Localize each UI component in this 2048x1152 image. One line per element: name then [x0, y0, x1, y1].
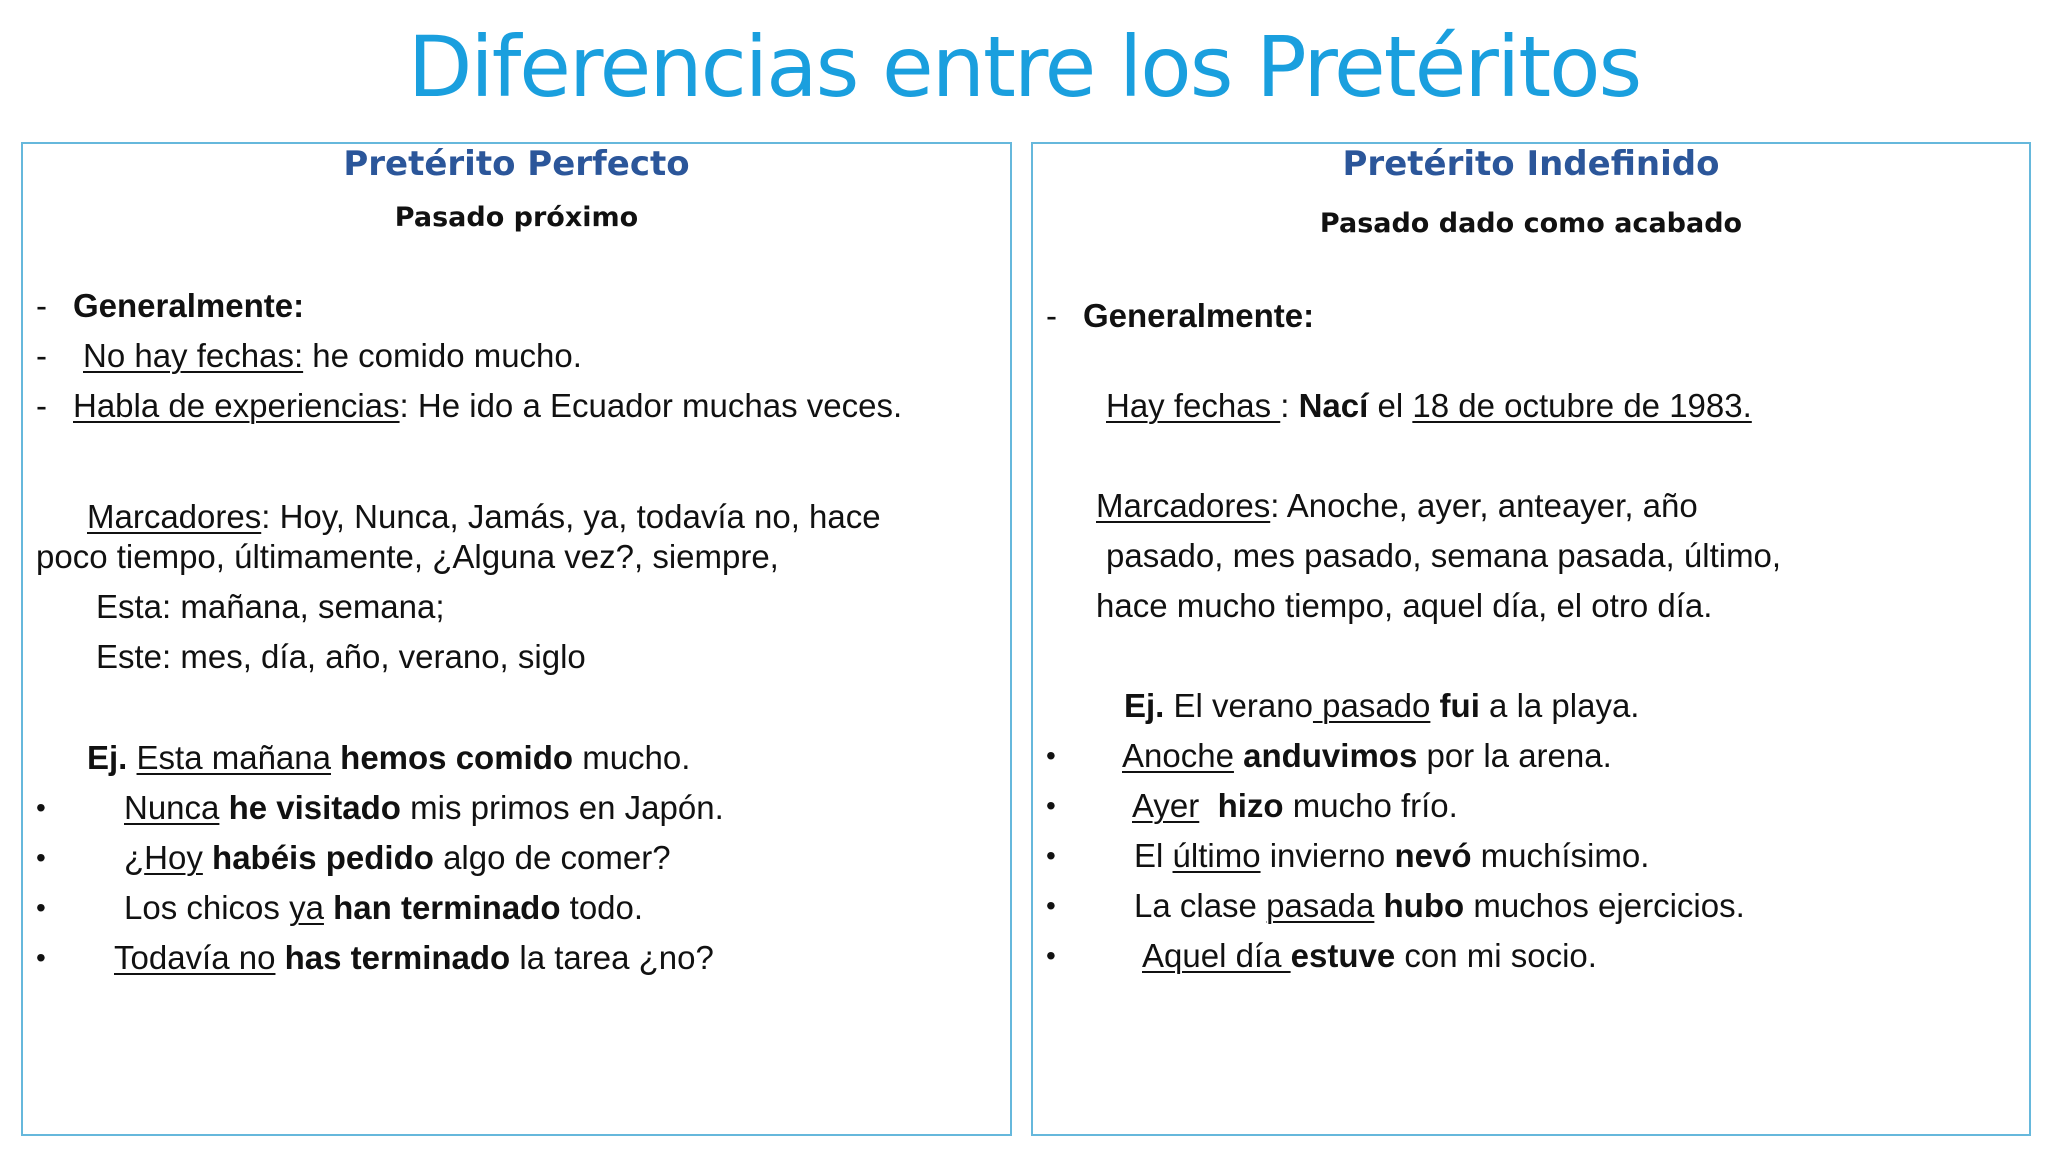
underlined-marker: pasada	[1266, 887, 1375, 924]
example-text: mucho frío.	[1283, 787, 1458, 824]
example-text: Los chicos	[124, 889, 290, 926]
panel-heading: Pretérito Perfecto	[343, 144, 690, 184]
panel-subheading: Pasado próximo	[394, 202, 639, 233]
example-3	[1134, 836, 1649, 876]
panel-subheading: Pasado dado como acabado	[1319, 208, 1743, 239]
bold-verb: has terminado	[284, 939, 511, 976]
bullet: •	[36, 792, 46, 823]
marcadores-line-1	[1096, 486, 1698, 526]
example-intro	[1124, 686, 1639, 726]
bold-verb: nevó	[1394, 837, 1472, 874]
generalmente-label: Generalmente:	[1083, 297, 1315, 334]
bullet: •	[36, 842, 46, 873]
marcadores-line-2: poco tiempo, últimamente, ¿Alguna vez?, siempre,	[36, 538, 779, 575]
example-text: a la playa.	[1479, 687, 1640, 724]
bold-verb: hizo	[1199, 787, 1284, 824]
underlined-marker: último	[1172, 837, 1261, 874]
bullet: •	[1046, 790, 1056, 821]
example-4	[114, 938, 714, 978]
example-text: mis primos en Japón.	[400, 789, 724, 826]
page-title: Diferencias entre los Pretéritos	[407, 18, 1641, 116]
underlined-marker: Aquel día	[1142, 937, 1291, 974]
example-text: con mi socio.	[1395, 937, 1597, 974]
bullet: •	[1046, 890, 1056, 921]
bold-verb: he visitado	[228, 789, 401, 826]
underlined-marker: pasado	[1312, 687, 1431, 724]
example-intro	[87, 738, 690, 778]
ej-label: Ej.	[1124, 687, 1165, 724]
dash: -	[36, 337, 47, 374]
rule-line-2	[36, 386, 902, 426]
preterito-indefinido-panel	[1031, 142, 2031, 1136]
example-text: la tarea ¿no?	[510, 939, 714, 976]
example-4	[1134, 886, 1745, 926]
generalmente-line	[1046, 296, 1314, 336]
panel-heading: Pretérito Indefinido	[1342, 144, 1720, 184]
example-text: todo.	[560, 889, 644, 926]
underlined-marker: Nunca	[124, 789, 220, 826]
example-text: El	[1134, 837, 1173, 874]
example-2	[1132, 786, 1458, 826]
example-5	[1142, 936, 1597, 976]
marcadores-line-4: Este: mes, día, año, verano, siglo	[96, 638, 586, 675]
bold-verb: fui	[1430, 687, 1480, 724]
example-2	[124, 838, 671, 878]
bullet: •	[36, 942, 46, 973]
underlined-phrase: No hay fechas:	[83, 337, 304, 374]
rule-line-1	[36, 336, 582, 376]
example-text: La clase	[1134, 887, 1267, 924]
bullet: •	[1046, 740, 1056, 771]
example-text: muchos ejercicios.	[1464, 887, 1745, 924]
dash: -	[1046, 297, 1057, 334]
preterito-perfecto-panel	[21, 142, 1012, 1136]
bold-verb: Nací	[1298, 387, 1369, 424]
example-text: por la arena.	[1417, 737, 1612, 774]
rule-text: he comido mucho.	[303, 337, 582, 374]
fechas-line	[1106, 386, 1752, 426]
example-text: muchísimo.	[1471, 837, 1650, 874]
example-1	[124, 788, 724, 828]
marcadores-text: : Hoy, Nunca, Jamás, ya, todavía no, hace	[261, 498, 881, 535]
dash: -	[36, 287, 47, 324]
marcadores-label: Marcadores	[1096, 487, 1271, 524]
marcadores-line-3: Esta: mañana, semana;	[96, 588, 445, 625]
underlined-marker: Todavía no	[114, 939, 276, 976]
underlined-marker: Ayer	[1132, 787, 1200, 824]
example-text: invierno	[1260, 837, 1395, 874]
bold-verb: hemos comido	[340, 739, 574, 776]
example-1	[1122, 736, 1612, 776]
example-3	[124, 888, 643, 928]
bold-verb: estuve	[1290, 937, 1396, 974]
underlined-marker: ya	[289, 889, 324, 926]
example-text: algo de comer?	[433, 839, 671, 876]
rule-text: el	[1368, 387, 1413, 424]
example-text: El verano	[1164, 687, 1313, 724]
marcadores-line-1	[87, 497, 881, 537]
underlined-phrase: Hay fechas	[1106, 387, 1281, 424]
underlined-marker: Anoche	[1122, 737, 1234, 774]
underlined-marker: Hoy	[144, 839, 203, 876]
generalmente-line	[36, 286, 304, 326]
ej-label: Ej.	[87, 739, 128, 776]
marcadores-line-3: hace mucho tiempo, aquel día, el otro día.	[1096, 587, 1713, 624]
rule-text: :	[1280, 387, 1299, 424]
bold-verb: han terminado	[333, 889, 561, 926]
underlined-marker: Esta mañana	[136, 739, 331, 776]
bullet: •	[36, 892, 46, 923]
marcadores-line-2: pasado, mes pasado, semana pasada, último,	[1106, 537, 1782, 574]
rule-text: : He ido a Ecuador muchas veces.	[399, 387, 903, 424]
marcadores-text: : Anoche, ayer, anteayer, año	[1270, 487, 1698, 524]
underlined-date: 18 de octubre de 1983.	[1412, 387, 1752, 424]
underlined-phrase: Habla de experiencias	[73, 387, 400, 424]
example-text: mucho.	[573, 739, 691, 776]
bullet: •	[1046, 940, 1056, 971]
bold-verb: habéis pedido	[212, 839, 434, 876]
bold-verb: anduvimos	[1233, 737, 1418, 774]
example-text: ¿	[124, 839, 145, 876]
bold-verb: hubo	[1374, 887, 1465, 924]
marcadores-label: Marcadores	[87, 498, 262, 535]
bullet: •	[1046, 840, 1056, 871]
generalmente-label: Generalmente:	[73, 287, 305, 324]
dash: -	[36, 387, 47, 424]
